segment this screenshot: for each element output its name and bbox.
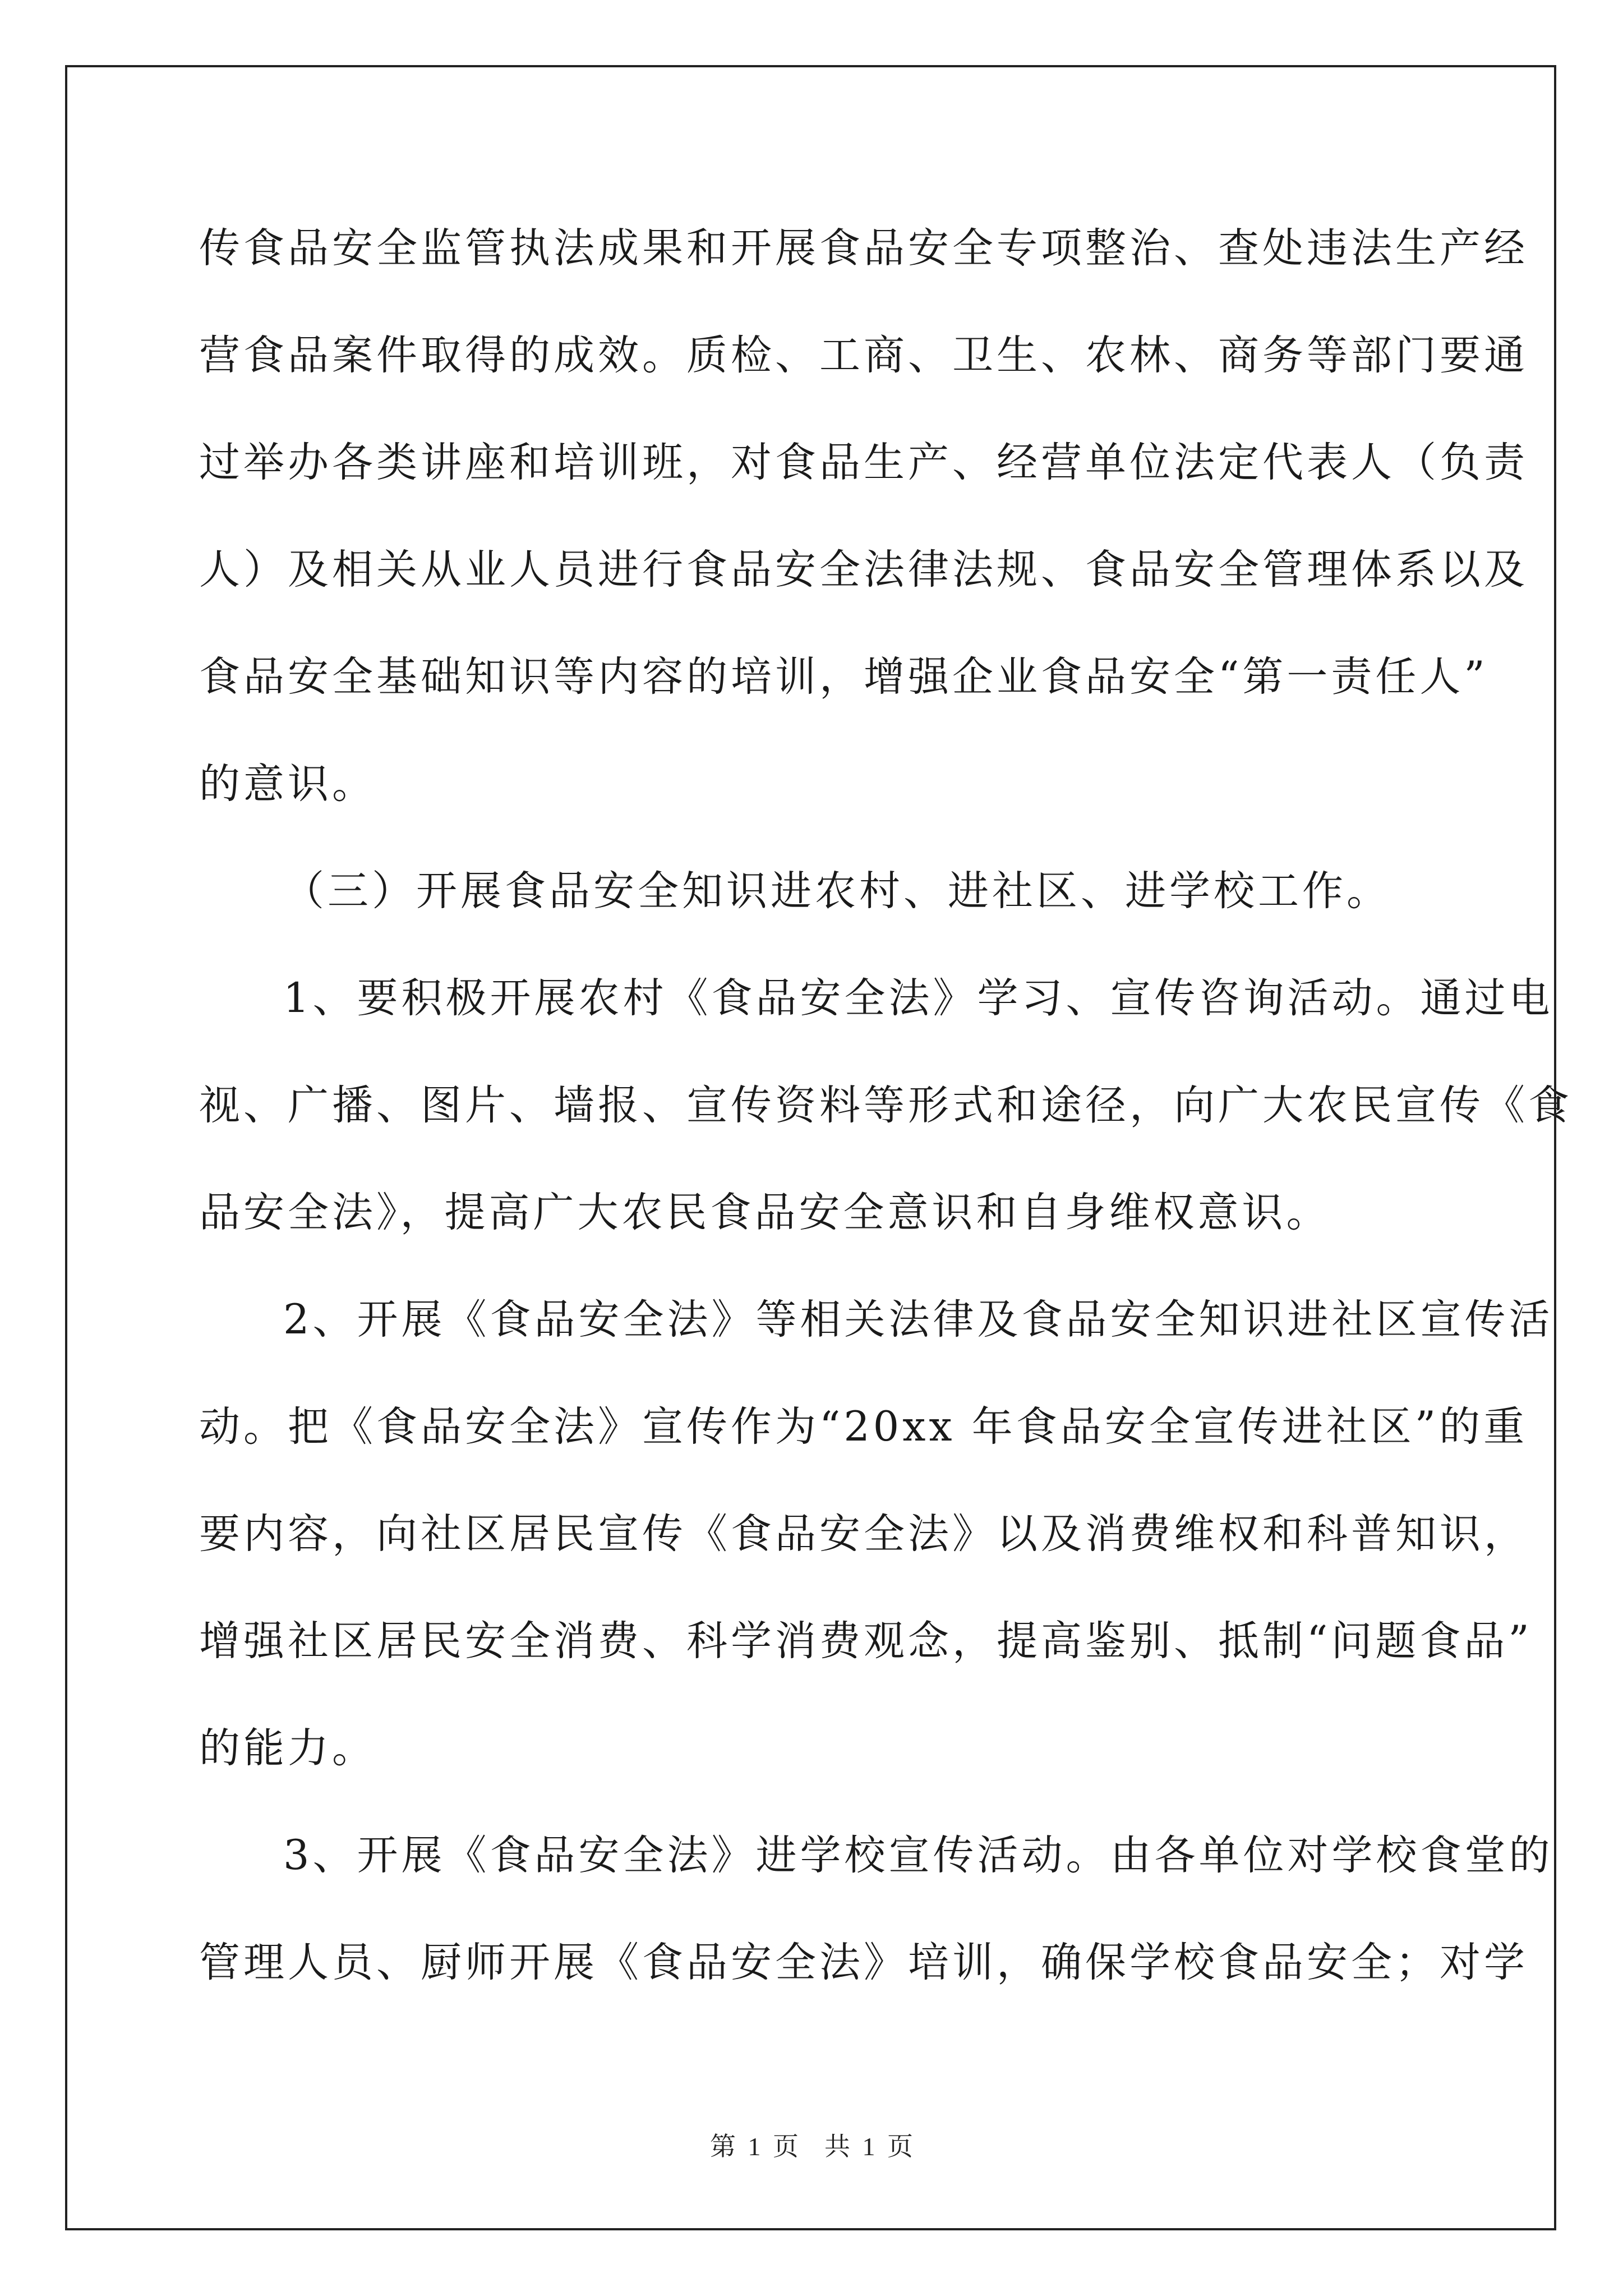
- text-line-10: 品安全法》，提高广大农民食品安全意识和自身维权意识。: [199, 1189, 1331, 1236]
- text-line-5: 食品安全基础知识等内容的培训，增强企业食品安全“第一责任人”: [199, 653, 1488, 701]
- text-line-15: 的能力。: [199, 1724, 376, 1772]
- text-line-17: 管理人员、厨师开展《食品安全法》培训，确保学校食品安全；对学: [199, 1939, 1528, 1986]
- text-line-1: 传食品安全监管执法成果和开展食品安全专项整治、查处违法生产经: [199, 224, 1528, 272]
- section-heading-3: （三）开展食品安全知识进农村、进社区、进学校工作。: [283, 867, 1391, 915]
- text-line-16: 3、开展《食品安全法》进学校宣传活动。由各单位对学校食堂的: [283, 1832, 1553, 1879]
- text-line-3: 过举办各类讲座和培训班，对食品生产、经营单位法定代表人（负责: [199, 439, 1528, 486]
- text-line-14: 增强社区居民安全消费、科学消费观念，提高鉴别、抵制“问题食品”: [199, 1617, 1533, 1665]
- text-line-6: 的意识。: [199, 760, 376, 808]
- text-line-4: 人）及相关从业人员进行食品安全法律法规、食品安全管理体系以及: [199, 546, 1528, 593]
- text-line-12: 动。把《食品安全法》宣传作为“20xx 年食品安全宣传进社区”的重: [199, 1403, 1528, 1451]
- text-line-13: 要内容，向社区居民宣传《食品安全法》以及消费维权和科普知识，: [199, 1510, 1528, 1558]
- text-line-11: 2、开展《食品安全法》等相关法律及食品安全知识进社区宣传活: [283, 1296, 1553, 1343]
- text-line-2: 营食品案件取得的成效。质检、工商、卫生、农林、商务等部门要通: [199, 332, 1528, 379]
- text-line-8: 1、要积极开展农村《食品安全法》学习、宣传咨询活动。通过电: [283, 974, 1553, 1022]
- page-footer: 第 1 页 共 1 页: [710, 2132, 913, 2161]
- text-line-9: 视、广播、图片、墙报、宣传资料等形式和途径，向广大农民宣传《食: [199, 1082, 1573, 1129]
- document-body: [199, 213, 1573, 2035]
